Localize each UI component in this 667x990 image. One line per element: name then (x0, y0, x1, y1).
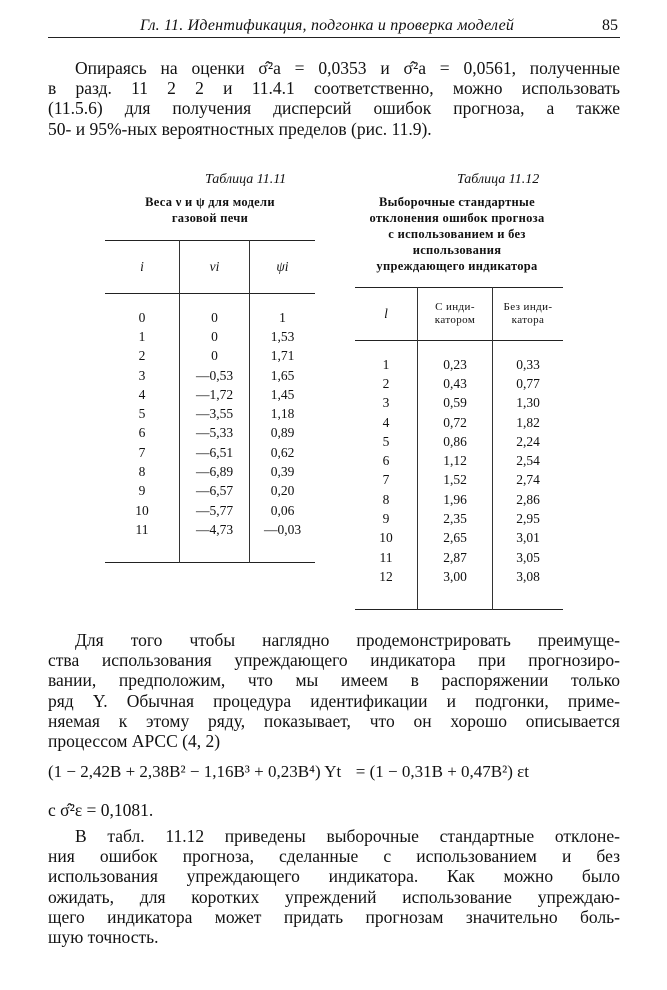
table-cell: —5,77 (180, 501, 250, 520)
table-cell: 7 (382, 472, 390, 488)
table-row (355, 509, 563, 528)
table-header-row (355, 288, 563, 341)
table-cell: 8 (138, 464, 146, 480)
table-title-line: отклонения ошибок прогноза (369, 211, 545, 225)
table-cell: 11 (379, 549, 393, 565)
table-11-11-title (105, 194, 315, 226)
table-cell: 2 (138, 348, 146, 364)
table-cell: 3,05 (493, 548, 564, 567)
table-row (355, 341, 563, 375)
table-cell: 1,82 (493, 413, 564, 432)
table-cell: 0,43 (418, 374, 493, 393)
intro-line: 50- и 95%-ных вероятностных пределов (рис. 11.9). (48, 118, 432, 139)
intro-paragraph (48, 58, 620, 139)
table-row (355, 471, 563, 490)
table-title-line: Веса ν и ψ для модели (145, 195, 275, 209)
final-line: щего индикатора может придать прогнозам значительно боль- (48, 906, 620, 927)
table-row (355, 548, 563, 567)
table-row (355, 529, 563, 548)
table-11-11 (105, 240, 315, 563)
table-cell: 2 (382, 375, 390, 391)
table-cell: 0 (180, 327, 250, 346)
body-paragraph (48, 630, 620, 751)
final-line: шую точность. (48, 927, 159, 948)
table-cell: 9 (138, 483, 146, 499)
table-cell: 5 (382, 433, 390, 449)
table-cell: 1 (250, 294, 316, 328)
table-row (105, 294, 315, 328)
table-cell: 2,74 (493, 471, 564, 490)
body-line: вании, предположим, что мы имеем в распоряжении только (48, 670, 620, 691)
table-cell: 3 (138, 367, 146, 383)
table-cell: 4 (382, 414, 390, 430)
col-header-i: i (140, 259, 144, 274)
table-cell: —6,89 (180, 462, 250, 481)
table-cell: 2,86 (493, 490, 564, 509)
table-cell: 5 (138, 406, 146, 422)
intro-line: Опираясь на оценки σ̂²a = 0,0353 и σ̂²a = 0,0561, полученные (75, 58, 620, 78)
table-cell: 2,95 (493, 509, 564, 528)
col-header-without-indicator: Без инди- катора (493, 288, 564, 341)
table-cell: 1,45 (250, 385, 316, 404)
equation (48, 762, 529, 782)
table-row (105, 501, 315, 520)
intro-line: в разд. 11 2 2 и 11.4.1 соответственно, можно использовать (48, 78, 620, 99)
table-row (105, 366, 315, 385)
col-header-nu: νi (180, 241, 250, 294)
table-cell: —6,57 (180, 482, 250, 501)
body-line: процессом АРСС (4, 2) (48, 731, 221, 752)
equation-rhs: = (1 − 0,31B + 0,47B²) εt (355, 762, 530, 781)
table-cell: —5,33 (180, 424, 250, 443)
table-cell: 3,00 (418, 567, 493, 609)
table-row (355, 432, 563, 451)
sigma-line (48, 800, 620, 820)
table-cell: 2,54 (493, 451, 564, 470)
table-cell: 1,30 (493, 394, 564, 413)
table-row (355, 374, 563, 393)
table-cell: 0 (180, 294, 250, 328)
final-line: ожидать, для коротких упреждений использование упреждаю- (48, 886, 620, 907)
table-row (355, 567, 563, 609)
table-cell: 8 (382, 491, 390, 507)
final-paragraph (48, 826, 620, 947)
table-cell: 0 (180, 347, 250, 366)
table-cell: 1,12 (418, 451, 493, 470)
table-cell: 10 (379, 530, 393, 546)
table-cell: 9 (382, 511, 390, 527)
table-row (355, 413, 563, 432)
table-cell: —3,55 (180, 404, 250, 423)
table-row (105, 462, 315, 481)
table-cell: 6 (138, 425, 146, 441)
table-cell: 0,23 (418, 341, 493, 375)
table-row (105, 327, 315, 346)
table-cell: 0,86 (418, 432, 493, 451)
table-cell: —6,51 (180, 443, 250, 462)
body-line: ства использования упреждающего индикатора при прогнозиро- (48, 650, 620, 671)
table-cell: 3,01 (493, 529, 564, 548)
table-cell: 1,96 (418, 490, 493, 509)
table-cell: 0,72 (418, 413, 493, 432)
intro-line: (11.5.6) для получения дисперсий ошибок прогноза, а также (48, 98, 620, 119)
table-cell: 1,52 (418, 471, 493, 490)
table-cell: 1 (382, 356, 390, 372)
table-cell: 0,59 (418, 394, 493, 413)
table-cell: 3,08 (493, 567, 564, 609)
table-cell: 2,35 (418, 509, 493, 528)
table-header-row (105, 241, 315, 294)
table-cell: 1,18 (250, 404, 316, 423)
table-cell: 0,20 (250, 482, 316, 501)
table-cell: —1,72 (180, 385, 250, 404)
table-cell: —0,03 (250, 520, 316, 562)
table-row (355, 490, 563, 509)
table-cell: 0,39 (250, 462, 316, 481)
table-cell: 2,87 (418, 548, 493, 567)
table-row (105, 520, 315, 562)
table-11-12-body (355, 341, 563, 610)
table-cell: —0,53 (180, 366, 250, 385)
body-line: ряд Y. Обычная процедура идентификации и подгонки, приме- (48, 690, 620, 711)
equation-lhs: (1 − 2,42B + 2,38B² − 1,16B³ + 0,23B⁴) Yt (48, 762, 342, 781)
running-title: Гл. 11. Идентификация, подгонка и проверка моделей (140, 17, 515, 34)
final-line: ния ошибок прогноза, сделанные с использованием и без (48, 846, 620, 867)
table-title-line: Выборочные стандартные (379, 195, 535, 209)
table-row (105, 404, 315, 423)
table-cell: 6 (382, 453, 390, 469)
table-cell: 1,65 (250, 366, 316, 385)
table-title-line: использования (412, 243, 502, 257)
table-11-12-caption: Таблица 11.12 (457, 172, 540, 187)
table-cell: 0,33 (493, 341, 564, 375)
sigma-text: с σ̂²ε = 0,1081. (48, 800, 154, 820)
final-line: В табл. 11.12 приведены выборочные стандартные отклоне- (75, 826, 620, 846)
table-cell: 12 (379, 568, 393, 584)
table-row (105, 443, 315, 462)
table-11-12-title (352, 194, 562, 274)
table-cell: —4,73 (180, 520, 250, 562)
table-row (105, 424, 315, 443)
col-header-with-indicator: С инди- катором (418, 288, 493, 341)
table-cell: 4 (138, 386, 146, 402)
table-cell: 1,71 (250, 347, 316, 366)
table-cell: 0,77 (493, 374, 564, 393)
body-line: няемая к этому ряду, показывает, что он хорошо описывается (48, 710, 620, 731)
table-11-11-caption: Таблица 11.11 (205, 172, 287, 187)
table-title-line: упреждающего индикатора (376, 259, 538, 273)
table-cell: 0 (138, 309, 146, 325)
body-line: Для того чтобы наглядно продемонстрировать преимуще- (75, 630, 620, 650)
table-cell: 2,24 (493, 432, 564, 451)
table-title-line: газовой печи (171, 211, 249, 225)
table-row (105, 347, 315, 366)
final-line: использования упреждающего индикатора. Как можно было (48, 866, 620, 887)
table-cell: 1 (138, 328, 146, 344)
table-cell: 0,06 (250, 501, 316, 520)
table-title-line: с использованием и без (388, 227, 526, 241)
table-cell: 1,53 (250, 327, 316, 346)
page-number: 85 (602, 17, 618, 34)
table-cell: 0,89 (250, 424, 316, 443)
table-cell: 3 (382, 395, 390, 411)
table-row (355, 394, 563, 413)
table-cell: 2,65 (418, 529, 493, 548)
table-cell: 10 (135, 502, 149, 518)
col-header-psi: ψi (250, 241, 316, 294)
table-row (355, 451, 563, 470)
table-cell: 0,62 (250, 443, 316, 462)
table-row (105, 482, 315, 501)
table-11-12 (355, 287, 563, 610)
table-cell: 11 (135, 521, 149, 537)
running-head (48, 15, 620, 38)
col-header-l: l (384, 306, 388, 321)
table-11-11-body (105, 294, 315, 563)
table-cell: 7 (138, 444, 146, 460)
table-row (105, 385, 315, 404)
